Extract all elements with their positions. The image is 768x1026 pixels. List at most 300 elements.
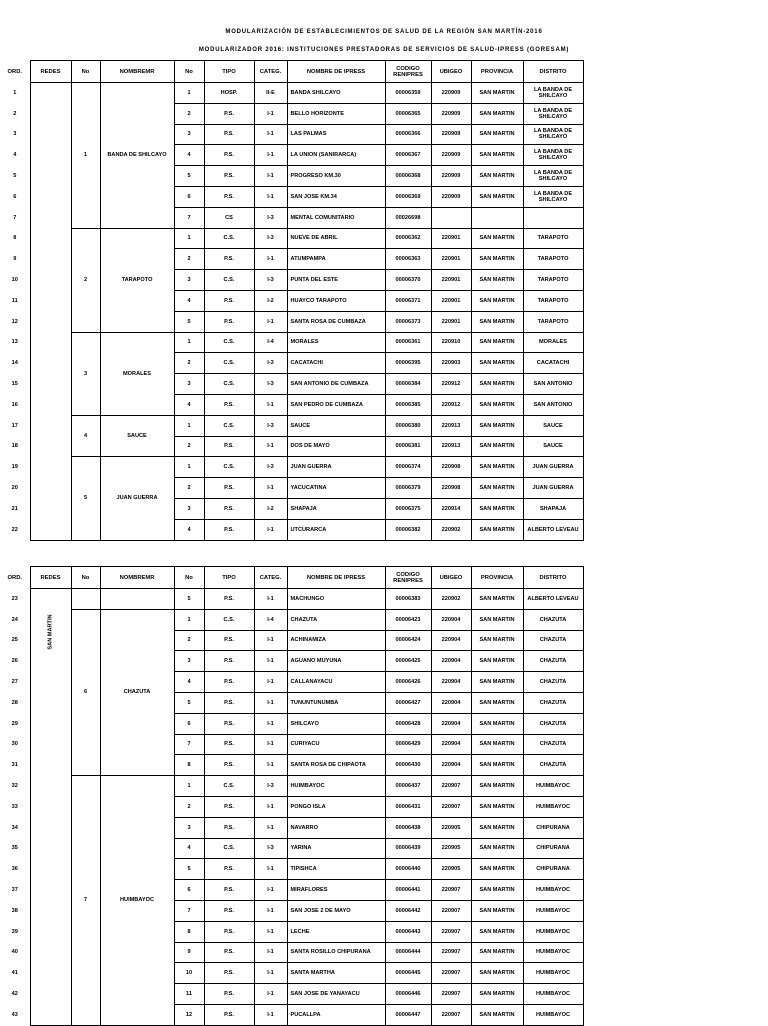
row-nombre-ipress: DOS DE MAYO <box>287 436 385 457</box>
row-provincia: SAN MARTIN <box>471 103 523 124</box>
row-provincia: SAN MARTIN <box>471 498 523 519</box>
row-no: 1 <box>174 228 204 249</box>
row-tipo: C.S. <box>204 609 254 630</box>
row-distrito: CHAZUTA <box>523 609 583 630</box>
row-ord: 43 <box>11 1011 18 1018</box>
row-provincia: SAN MARTIN <box>471 270 523 291</box>
row-no: 2 <box>174 630 204 651</box>
row-tipo: P.S. <box>204 589 254 610</box>
row-ubigeo: 220907 <box>431 796 471 817</box>
row-categ: I-1 <box>254 900 287 921</box>
group-name: CHAZUTA <box>100 609 174 775</box>
row-nombre-ipress: PUCALLPA <box>287 1004 385 1025</box>
row-tipo: P.S. <box>204 796 254 817</box>
row-no: 5 <box>174 311 204 332</box>
row-nombre-ipress: YACUCATINA <box>287 478 385 499</box>
row-ubigeo: 220905 <box>431 859 471 880</box>
row-nombre-ipress: SAUCE <box>287 415 385 436</box>
row-ord: 30 <box>11 741 18 748</box>
row-tipo: P.S. <box>204 290 254 311</box>
row-distrito: HUIMBAYOC <box>523 984 583 1005</box>
header-distrito: DISTRITO <box>523 61 583 83</box>
header-categ: CATEG. <box>254 61 287 83</box>
group-name: BANDA DE SHILCAYO <box>100 83 174 229</box>
redes-label: SAN MARTIN <box>47 614 54 650</box>
row-tipo: P.S. <box>204 817 254 838</box>
row-ord: 8 <box>13 235 17 242</box>
row-nombre-ipress: HUIMBAYOC <box>287 776 385 797</box>
row-tipo: C.S. <box>204 415 254 436</box>
row-codigo: 00006385 <box>385 394 431 415</box>
row-nombre-ipress: MACHUNGO <box>287 589 385 610</box>
document-subtitle: MODULARIZADOR 2016: INSTITUCIONES PRESTADORAS DE SERVICIOS DE SALUD-IPRESS (GORESAM) <box>198 47 570 53</box>
row-categ: I-3 <box>254 353 287 374</box>
row-categ: I-1 <box>254 630 287 651</box>
row-ubigeo: 220901 <box>431 270 471 291</box>
row-ord: 1 <box>13 89 17 96</box>
header-redes: REDES <box>30 61 71 83</box>
row-categ: I-1 <box>254 249 287 270</box>
row-no: 10 <box>174 963 204 984</box>
row-categ: I-1 <box>254 796 287 817</box>
row-codigo: 00006427 <box>385 692 431 713</box>
row-codigo: 00006369 <box>385 186 431 207</box>
row-distrito: LA BANDA DE SHILCAYO <box>523 124 583 145</box>
row-ord: 15 <box>11 381 18 388</box>
row-codigo: 00006381 <box>385 436 431 457</box>
row-no: 3 <box>174 498 204 519</box>
row-codigo: 00006443 <box>385 921 431 942</box>
row-ord: 9 <box>13 256 17 263</box>
row-provincia: SAN MARTIN <box>471 859 523 880</box>
row-ord: 5 <box>13 173 17 180</box>
row-ord: 19 <box>11 464 18 471</box>
row-nombre-ipress: NUEVE DE ABRIL <box>287 228 385 249</box>
row-no: 8 <box>174 755 204 776</box>
redes-cell <box>30 589 71 1026</box>
row-categ: I-2 <box>254 290 287 311</box>
row-ord: 22 <box>11 526 18 533</box>
row-categ: I-1 <box>254 124 287 145</box>
row-no: 8 <box>174 921 204 942</box>
row-no: 2 <box>174 478 204 499</box>
table-row <box>0 609 583 630</box>
row-categ: I-3 <box>254 228 287 249</box>
row-ubigeo: 220901 <box>431 290 471 311</box>
row-nombre-ipress: TIPISHCA <box>287 859 385 880</box>
table-row <box>0 457 583 478</box>
row-ubigeo: 220908 <box>431 457 471 478</box>
row-ubigeo: 220909 <box>431 103 471 124</box>
row-provincia: SAN MARTIN <box>471 124 523 145</box>
row-categ: I-2 <box>254 498 287 519</box>
row-ubigeo: 220909 <box>431 166 471 187</box>
row-codigo: 00006366 <box>385 124 431 145</box>
row-provincia: SAN MARTIN <box>471 651 523 672</box>
row-provincia: SAN MARTIN <box>471 353 523 374</box>
row-distrito: CHIPURANA <box>523 859 583 880</box>
row-provincia: SAN MARTIN <box>471 900 523 921</box>
row-codigo: 00006447 <box>385 1004 431 1025</box>
row-ubigeo: 220912 <box>431 394 471 415</box>
row-distrito: MORALES <box>523 332 583 353</box>
row-codigo: 00006363 <box>385 249 431 270</box>
row-ubigeo: 220913 <box>431 436 471 457</box>
row-provincia: SAN MARTIN <box>471 776 523 797</box>
row-no: 2 <box>174 103 204 124</box>
table-header-row <box>0 61 583 83</box>
row-codigo: 00006444 <box>385 942 431 963</box>
row-ubigeo: 220912 <box>431 374 471 395</box>
row-nombre-ipress: BELLO HORIZONTE <box>287 103 385 124</box>
row-categ: I-1 <box>254 103 287 124</box>
row-codigo: 00006383 <box>385 589 431 610</box>
row-nombre-ipress: LECHE <box>287 921 385 942</box>
group-no <box>71 589 100 610</box>
row-no: 4 <box>174 394 204 415</box>
table-row <box>0 228 583 249</box>
row-categ: I-1 <box>254 651 287 672</box>
row-ord: 41 <box>11 970 18 977</box>
row-ubigeo: 220907 <box>431 1004 471 1025</box>
row-tipo: CS <box>204 207 254 228</box>
row-categ: I-1 <box>254 713 287 734</box>
row-provincia: SAN MARTIN <box>471 166 523 187</box>
row-distrito: TARAPOTO <box>523 270 583 291</box>
row-ord: 34 <box>11 824 18 831</box>
row-ord: 24 <box>11 616 18 623</box>
row-ord: 42 <box>11 991 18 998</box>
group-no: 7 <box>71 776 100 1026</box>
row-ubigeo: 220907 <box>431 963 471 984</box>
row-no: 2 <box>174 796 204 817</box>
row-distrito: CHIPURANA <box>523 838 583 859</box>
row-no: 7 <box>174 207 204 228</box>
row-provincia: SAN MARTIN <box>471 332 523 353</box>
row-codigo: 00006375 <box>385 498 431 519</box>
row-provincia: SAN MARTIN <box>471 609 523 630</box>
row-no: 6 <box>174 880 204 901</box>
row-codigo: 00006431 <box>385 796 431 817</box>
row-nombre-ipress: LA UNION (SANIRARCA) <box>287 145 385 166</box>
row-ord: 33 <box>11 803 18 810</box>
row-categ: I-3 <box>254 374 287 395</box>
row-no: 9 <box>174 942 204 963</box>
group-no: 4 <box>71 415 100 457</box>
row-ord: 14 <box>11 360 18 367</box>
row-ord: 40 <box>11 949 18 956</box>
row-distrito: LA BANDA DE SHILCAYO <box>523 186 583 207</box>
row-categ: I-1 <box>254 436 287 457</box>
row-tipo: P.S. <box>204 103 254 124</box>
ipress-table-page-2 <box>0 566 584 1026</box>
row-no: 6 <box>174 713 204 734</box>
row-codigo: 00006368 <box>385 166 431 187</box>
row-provincia: SAN MARTIN <box>471 186 523 207</box>
row-ubigeo: 220909 <box>431 186 471 207</box>
row-ubigeo: 220909 <box>431 124 471 145</box>
row-ubigeo: 220908 <box>431 478 471 499</box>
row-ord: 4 <box>13 152 17 159</box>
row-provincia: SAN MARTIN <box>471 394 523 415</box>
row-provincia: SAN MARTIN <box>471 249 523 270</box>
row-ubigeo: 220913 <box>431 415 471 436</box>
header-tipo: TIPO <box>204 567 254 589</box>
group-no: 6 <box>71 609 100 775</box>
group-name: JUAN GUERRA <box>100 457 174 540</box>
row-nombre-ipress: SHILCAYO <box>287 713 385 734</box>
row-no: 4 <box>174 519 204 540</box>
row-distrito: TARAPOTO <box>523 228 583 249</box>
row-distrito: HUIMBAYOC <box>523 1004 583 1025</box>
row-distrito: ALBERTO LEVEAU <box>523 519 583 540</box>
row-distrito: CHAZUTA <box>523 630 583 651</box>
row-provincia: SAN MARTIN <box>471 963 523 984</box>
row-distrito: CHAZUTA <box>523 734 583 755</box>
row-categ: I-3 <box>254 457 287 478</box>
row-categ: I-1 <box>254 734 287 755</box>
table-row <box>0 332 583 353</box>
row-tipo: P.S. <box>204 900 254 921</box>
header-no-2: No <box>174 61 204 83</box>
row-ord: 36 <box>11 866 18 873</box>
row-categ: I-4 <box>254 609 287 630</box>
row-nombre-ipress: ATUMPAMPA <box>287 249 385 270</box>
row-ord: 35 <box>11 845 18 852</box>
row-ord: 28 <box>11 699 18 706</box>
row-codigo: 00006361 <box>385 332 431 353</box>
header-ubigeo: UBIGEO <box>431 61 471 83</box>
row-no: 3 <box>174 124 204 145</box>
row-categ: I-1 <box>254 692 287 713</box>
header-ord: ORD. <box>7 574 22 581</box>
header-nombremr: NOMBREMR <box>100 61 174 83</box>
row-no: 1 <box>174 776 204 797</box>
row-nombre-ipress: LAS PALMAS <box>287 124 385 145</box>
row-provincia: SAN MARTIN <box>471 817 523 838</box>
row-tipo: C.S. <box>204 838 254 859</box>
row-categ: I-3 <box>254 207 287 228</box>
row-ubigeo: 220909 <box>431 83 471 104</box>
document-title: MODULARIZACIÓN DE ESTABLECIMIENTOS DE SALUD DE LA REGIÓN SAN MARTÍN-2016 <box>225 29 543 35</box>
row-distrito: SAUCE <box>523 415 583 436</box>
row-distrito: HUIMBAYOC <box>523 796 583 817</box>
row-no: 5 <box>174 589 204 610</box>
row-nombre-ipress: UTCURARCA <box>287 519 385 540</box>
header-no-2: No <box>174 567 204 589</box>
row-provincia: SAN MARTIN <box>471 713 523 734</box>
row-tipo: P.S. <box>204 436 254 457</box>
row-nombre-ipress: PONGO ISLA <box>287 796 385 817</box>
row-codigo: 00006380 <box>385 415 431 436</box>
row-ubigeo: 220904 <box>431 755 471 776</box>
row-tipo: P.S. <box>204 311 254 332</box>
row-provincia: SAN MARTIN <box>471 672 523 693</box>
row-ubigeo: 220905 <box>431 817 471 838</box>
row-distrito: ALBERTO LEVEAU <box>523 589 583 610</box>
row-no: 1 <box>174 457 204 478</box>
row-codigo: 00006382 <box>385 519 431 540</box>
row-no: 3 <box>174 374 204 395</box>
row-categ: I-1 <box>254 145 287 166</box>
row-distrito: LA BANDA DE SHILCAYO <box>523 103 583 124</box>
row-codigo: 00006359 <box>385 83 431 104</box>
row-nombre-ipress: JUAN GUERRA <box>287 457 385 478</box>
row-ubigeo: 220904 <box>431 734 471 755</box>
row-ubigeo: 220907 <box>431 921 471 942</box>
row-provincia: SAN MARTIN <box>471 478 523 499</box>
row-no: 4 <box>174 838 204 859</box>
row-tipo: P.S. <box>204 145 254 166</box>
row-ord: 20 <box>11 485 18 492</box>
row-categ: I-3 <box>254 415 287 436</box>
row-tipo: P.S. <box>204 692 254 713</box>
row-no: 4 <box>174 145 204 166</box>
row-nombre-ipress: AGUANO MUYUNA <box>287 651 385 672</box>
row-codigo: 00006425 <box>385 651 431 672</box>
row-categ: II-E <box>254 83 287 104</box>
row-tipo: C.S. <box>204 457 254 478</box>
row-distrito: LA BANDA DE SHILCAYO <box>523 83 583 104</box>
row-no: 6 <box>174 186 204 207</box>
row-categ: I-1 <box>254 519 287 540</box>
row-tipo: P.S. <box>204 963 254 984</box>
row-nombre-ipress: CACATACHI <box>287 353 385 374</box>
row-ord: 10 <box>11 277 18 284</box>
row-codigo: 00006362 <box>385 228 431 249</box>
row-distrito: HUIMBAYOC <box>523 942 583 963</box>
row-categ: I-1 <box>254 859 287 880</box>
row-distrito: LA BANDA DE SHILCAYO <box>523 145 583 166</box>
row-tipo: P.S. <box>204 186 254 207</box>
ipress-table-page-1 <box>0 60 584 541</box>
row-provincia: SAN MARTIN <box>471 83 523 104</box>
row-nombre-ipress: BANDA SHILCAYO <box>287 83 385 104</box>
row-ord: 6 <box>13 193 17 200</box>
row-provincia: SAN MARTIN <box>471 630 523 651</box>
row-tipo: C.S. <box>204 353 254 374</box>
row-provincia: SAN MARTIN <box>471 734 523 755</box>
redes-cell <box>30 83 71 541</box>
row-categ: I-1 <box>254 755 287 776</box>
row-ord: 39 <box>11 928 18 935</box>
header-provincia: PROVINCIA <box>471 61 523 83</box>
row-ord: 32 <box>11 783 18 790</box>
row-tipo: C.S. <box>204 374 254 395</box>
row-ubigeo: 220907 <box>431 942 471 963</box>
row-no: 1 <box>174 609 204 630</box>
row-ord: 29 <box>11 720 18 727</box>
row-provincia <box>471 207 523 228</box>
row-no: 5 <box>174 692 204 713</box>
row-distrito: CHAZUTA <box>523 672 583 693</box>
row-tipo: P.S. <box>204 859 254 880</box>
row-ubigeo: 220904 <box>431 630 471 651</box>
row-ubigeo: 220904 <box>431 713 471 734</box>
row-tipo: P.S. <box>204 672 254 693</box>
group-name: SAUCE <box>100 415 174 457</box>
row-provincia: SAN MARTIN <box>471 880 523 901</box>
row-ord: 23 <box>11 595 18 602</box>
row-ubigeo: 220904 <box>431 692 471 713</box>
row-provincia: SAN MARTIN <box>471 942 523 963</box>
row-codigo: 00006446 <box>385 984 431 1005</box>
table-row <box>0 589 583 610</box>
row-codigo: 00006379 <box>385 478 431 499</box>
group-name: MORALES <box>100 332 174 415</box>
row-tipo: P.S. <box>204 394 254 415</box>
row-nombre-ipress: SHAPAJA <box>287 498 385 519</box>
row-ord: 26 <box>11 658 18 665</box>
row-categ: I-1 <box>254 394 287 415</box>
row-codigo: 00006441 <box>385 880 431 901</box>
group-name: HUIMBAYOC <box>100 776 174 1026</box>
group-no: 3 <box>71 332 100 415</box>
row-provincia: SAN MARTIN <box>471 692 523 713</box>
row-tipo: P.S. <box>204 1004 254 1025</box>
row-tipo: P.S. <box>204 942 254 963</box>
row-nombre-ipress: SAN JOSE DE YANAYACU <box>287 984 385 1005</box>
header-categ: CATEG. <box>254 567 287 589</box>
group-no: 2 <box>71 228 100 332</box>
row-no: 7 <box>174 734 204 755</box>
row-codigo: 00006428 <box>385 713 431 734</box>
row-ord: 12 <box>11 318 18 325</box>
row-tipo: P.S. <box>204 124 254 145</box>
row-ubigeo: 220909 <box>431 145 471 166</box>
row-no: 1 <box>174 83 204 104</box>
row-distrito: HUIMBAYOC <box>523 900 583 921</box>
row-codigo: 00006437 <box>385 776 431 797</box>
row-distrito <box>523 207 583 228</box>
row-ord: 7 <box>13 214 17 221</box>
row-distrito: HUIMBAYOC <box>523 880 583 901</box>
row-nombre-ipress: CURIYACU <box>287 734 385 755</box>
header-ubigeo: UBIGEO <box>431 567 471 589</box>
header-ord: ORD. <box>7 68 22 75</box>
row-categ: I-1 <box>254 311 287 332</box>
row-distrito: SAN ANTONIO <box>523 394 583 415</box>
row-tipo: P.S. <box>204 921 254 942</box>
row-nombre-ipress: SAN PEDRO DE CUMBAZA <box>287 394 385 415</box>
row-distrito: SAN ANTONIO <box>523 374 583 395</box>
row-categ: I-1 <box>254 921 287 942</box>
header-no: No <box>71 61 100 83</box>
row-no: 3 <box>174 651 204 672</box>
row-nombre-ipress: SAN JOSE 2 DE MAYO <box>287 900 385 921</box>
row-codigo: 00006365 <box>385 103 431 124</box>
header-distrito: DISTRITO <box>523 567 583 589</box>
row-tipo: C.S. <box>204 332 254 353</box>
row-ord: 31 <box>11 762 18 769</box>
header-redes: REDES <box>30 567 71 589</box>
row-codigo: 00006429 <box>385 734 431 755</box>
table-header-row <box>0 567 583 589</box>
row-categ: I-1 <box>254 984 287 1005</box>
row-provincia: SAN MARTIN <box>471 1004 523 1025</box>
row-provincia: SAN MARTIN <box>471 436 523 457</box>
row-no: 1 <box>174 415 204 436</box>
row-nombre-ipress: SANTA MARTHA <box>287 963 385 984</box>
row-categ: I-1 <box>254 1004 287 1025</box>
row-tipo: P.S. <box>204 713 254 734</box>
row-distrito: CHAZUTA <box>523 713 583 734</box>
row-distrito: TARAPOTO <box>523 290 583 311</box>
row-provincia: SAN MARTIN <box>471 228 523 249</box>
row-nombre-ipress: MENTAL COMUNITARIO <box>287 207 385 228</box>
row-provincia: SAN MARTIN <box>471 984 523 1005</box>
row-tipo: C.S. <box>204 270 254 291</box>
